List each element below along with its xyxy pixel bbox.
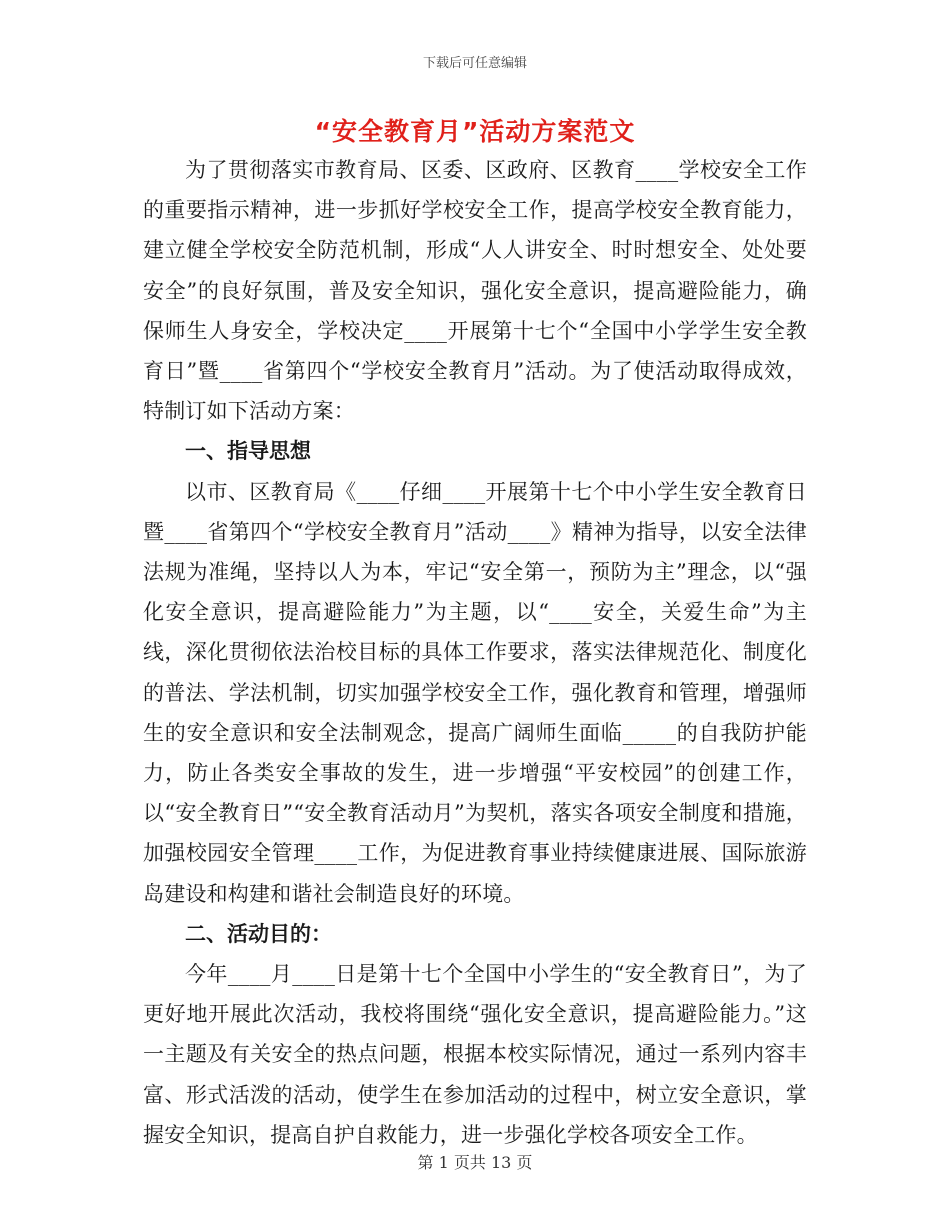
document-title: “安全教育月”活动方案范文 (314, 117, 636, 146)
intro-paragraph: 为了贯彻落实市教育局、区委、区政府、区教育____学校安全工作的重要指示精神，进一步抓好学校安全工作，提高学校安全教育能力，建立健全学校安全防范机制，形成“人人讲安全、时时想安全、处处要安全”的良好氛围，普及安全知识，强化安全意识，提高避险能力，确保师生人身安全，学校决定____开展第十七个“全国中小学学生安全教育日”暨____省第四个“学校安全教育月”活动。为了使活动取得成效，特制订如下活动方案： (143, 158, 807, 424)
document-body (143, 150, 807, 1155)
activity-purpose-paragraph: 今年____月____日是第十七个全国中小学生的“安全教育日”，为了更好地开展此次活动，我校将围绕“强化安全意识，提高避险能力。”这一主题及有关安全的热点问题，根据本校实际情况，通过一系列内容丰富、形式活泼的活动，使学生在参加活动的过程中，树立安全意识，掌握安全知识，提高自护自救能力，进一步强化学校各项安全工作。 (143, 962, 807, 1147)
section-heading-guiding-ideology: 一、指导思想 (185, 439, 311, 464)
section-heading-activity-purpose: 二、活动目的： (185, 921, 332, 946)
guiding-ideology-paragraph: 以市、区教育局《____仔细____开展第十七个中小学生安全教育日暨____省第四个“学校安全教育月”活动____》精神为指导，以安全法律法规为准绳，坚持以人为本，牢记“安全第一，预防为主”理念，以“强化安全意识，提高避险能力”为主题，以“____安全，关爱生命”为主线，深化贯彻依法治校目标的具体工作要求，落实法律规范化、制度化的普法、学法机制，切实加强学校安全工作，强化教育和管理，增强师生的安全意识和安全法制观念，提高广阔师生面临_____的自我防护能力，防止各类安全事故的发生，进一步增强“平安校园”的创建工作，以“安全教育日”“安全教育活动月”为契机，落实各项安全制度和措施，加强校园安全管理____工作，为促进教育事业持续健康进展、国际旅游岛建设和构建和谐社会制造良好的环境。 (143, 479, 807, 906)
page-number: 第 1 页共 13 页 (417, 1153, 533, 1172)
download-note: 下载后可任意编辑 (422, 56, 527, 71)
